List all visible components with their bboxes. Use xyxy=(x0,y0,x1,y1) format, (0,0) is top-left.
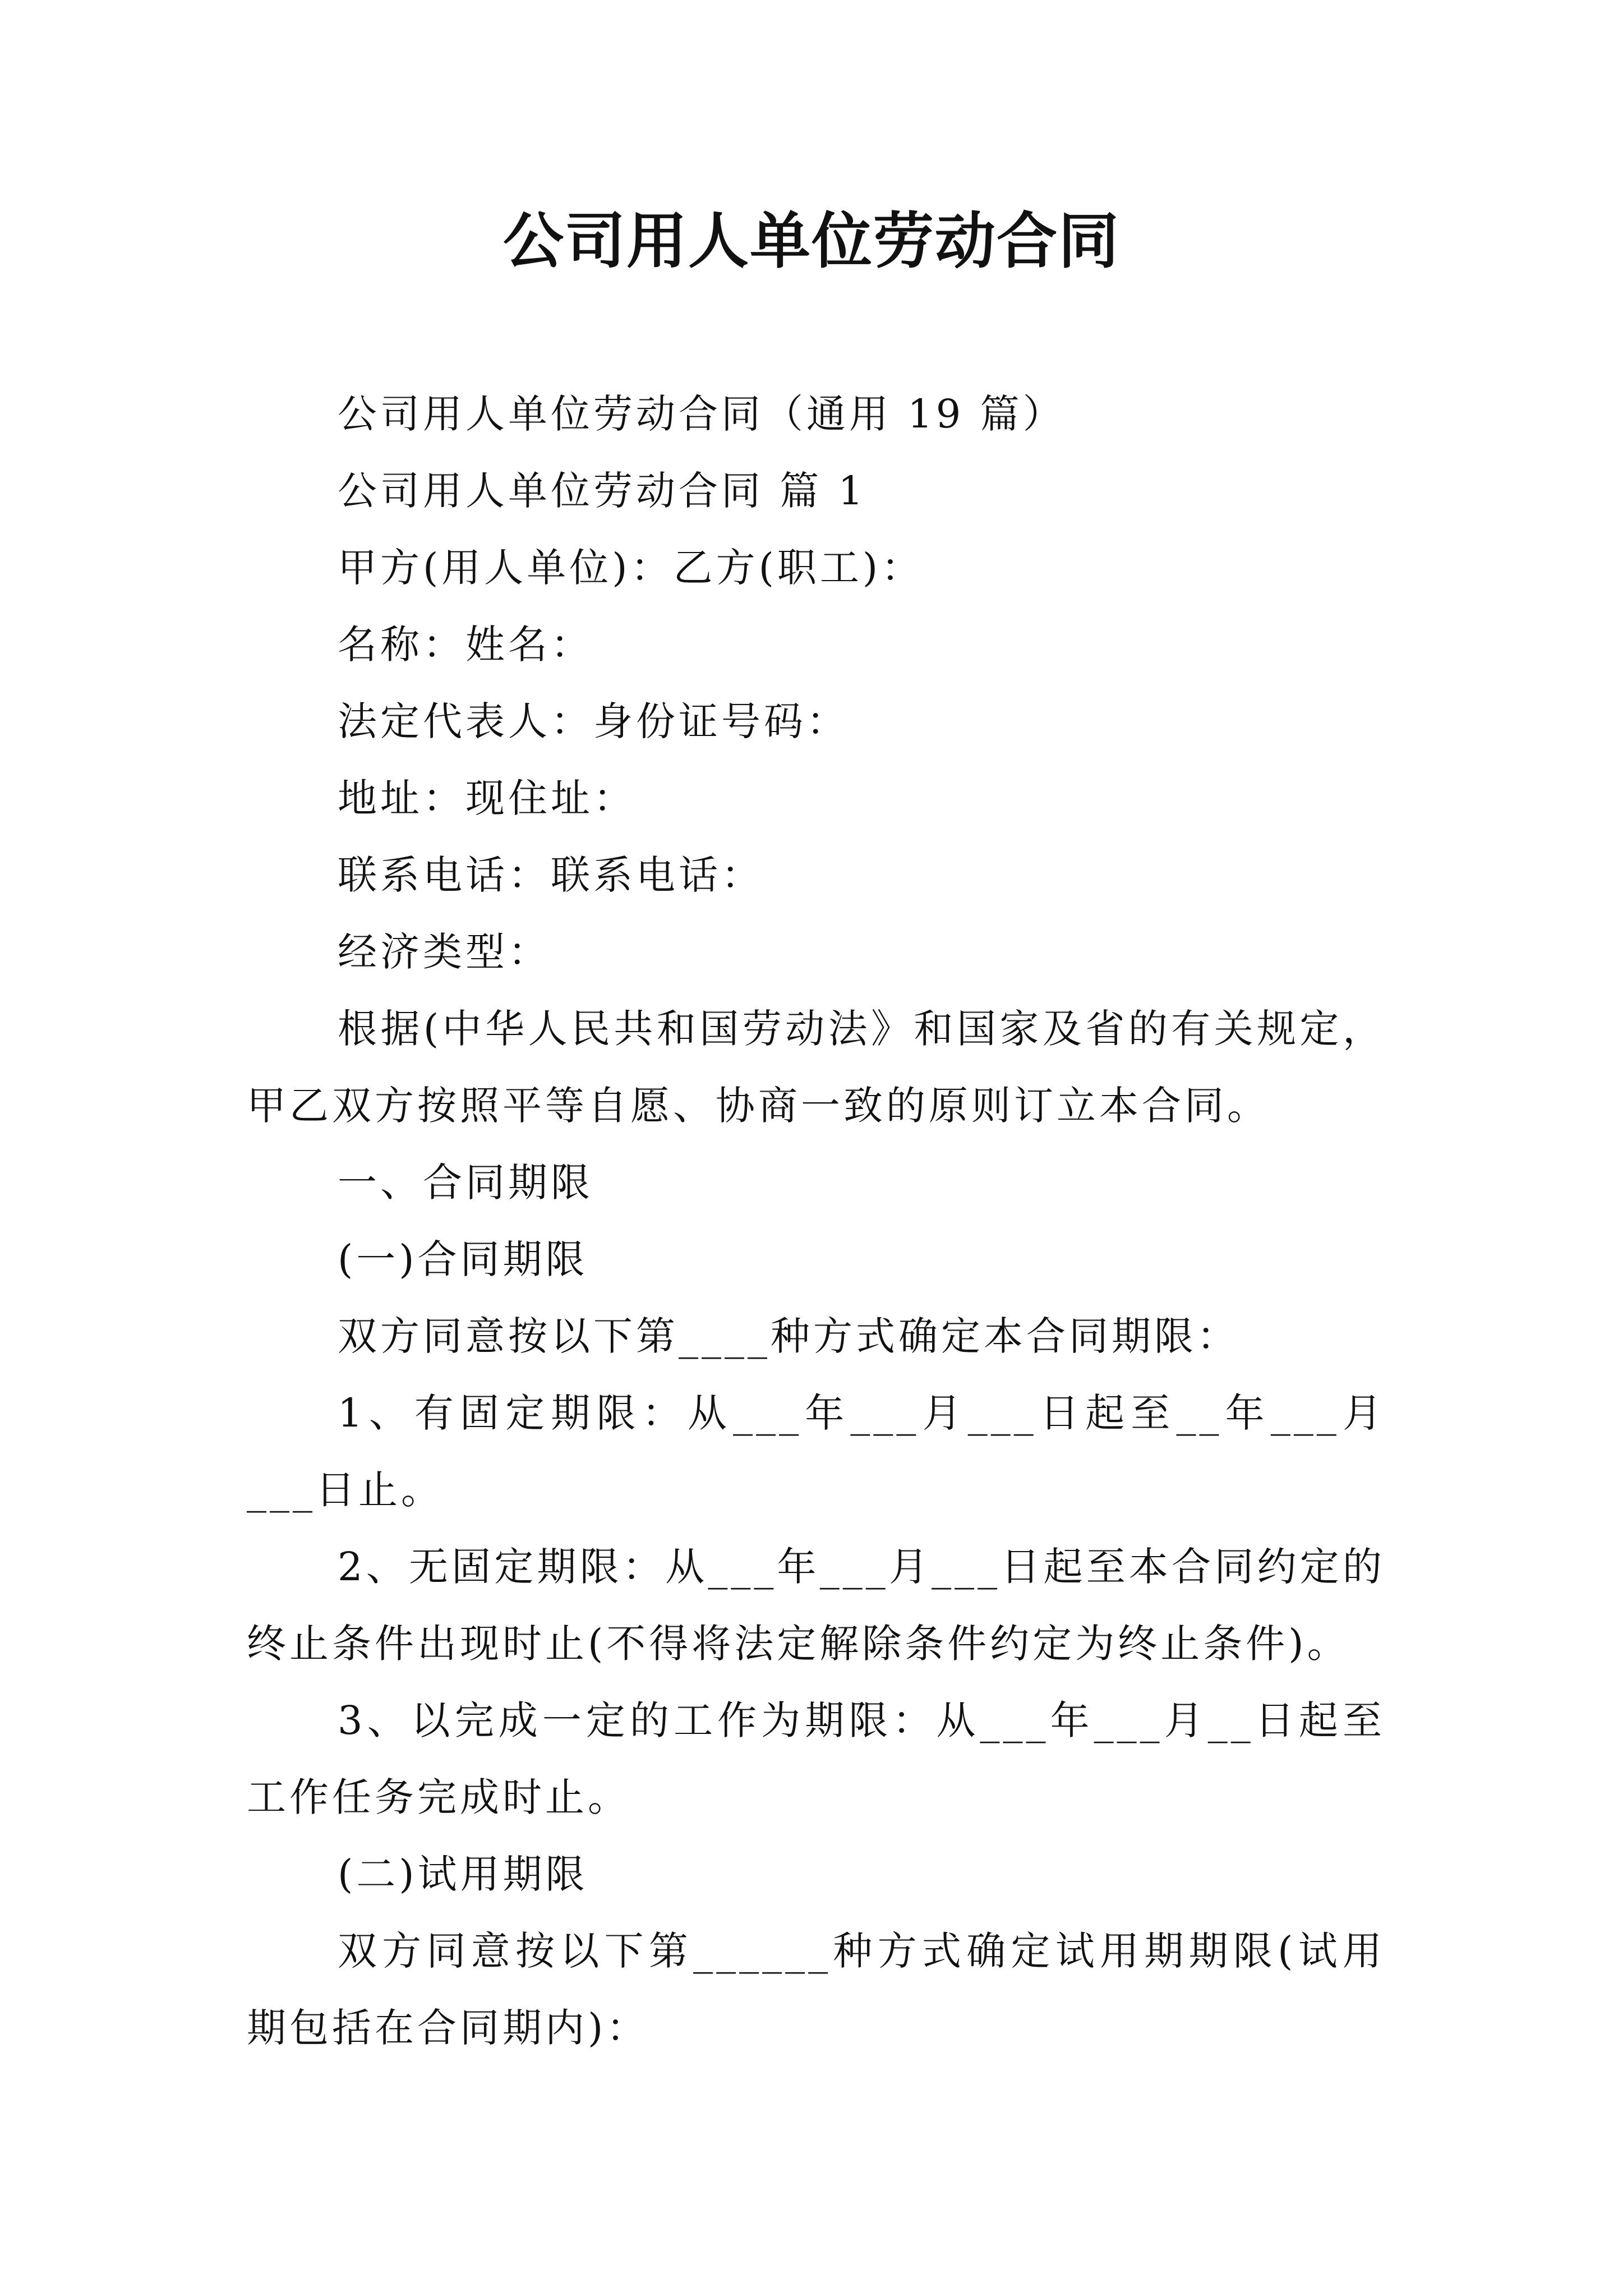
party-line: 法定代表人：身份证号码： xyxy=(338,698,849,744)
document-title: 公司用人单位劳动合同 xyxy=(502,206,1120,277)
clause-heading: 一、合同期限 xyxy=(338,1159,593,1205)
party-line: 甲方(用人单位)：乙方(职工)： xyxy=(338,545,924,591)
clause-subheading: (二)试用期限 xyxy=(338,1851,588,1897)
body-paragraph: 双方同意按以下第____种方式确定本合同期限： xyxy=(338,1313,1239,1359)
party-line: 联系电话：联系电话： xyxy=(338,852,764,898)
party-line: 名称：姓名： xyxy=(338,622,593,668)
clause-subheading: (一)合同期限 xyxy=(338,1236,588,1282)
body-paragraph: 3、以完成一定的工作为期限：从___年___月__日起至工作任务完成时止。 xyxy=(247,1697,1385,1820)
document-body xyxy=(247,376,1385,2067)
party-line: 经济类型： xyxy=(338,929,551,975)
body-paragraph: 根据(中华人民共和国劳动法》和国家及省的有关规定，甲乙双方按照平等自愿、协商一致的原则订立本合同。 xyxy=(247,1006,1385,1129)
section-heading-paragraph: 公司用人单位劳动合同 篇 1 xyxy=(338,468,867,514)
body-paragraph: 双方同意按以下第______种方式确定试用期期限(试用期包括在合同期内)： xyxy=(247,1928,1385,2051)
subtitle-paragraph: 公司用人单位劳动合同（通用 19 篇） xyxy=(338,391,1066,437)
party-line: 地址：现住址： xyxy=(338,775,636,821)
body-paragraph: 2、无固定期限：从___年___月___日起至本合同约定的终止条件出现时止(不得将法定解除条件约定为终止条件)。 xyxy=(247,1544,1385,1667)
body-paragraph: 1、有固定期限：从___年___月___日起至__年___月___日止。 xyxy=(247,1390,1385,1513)
